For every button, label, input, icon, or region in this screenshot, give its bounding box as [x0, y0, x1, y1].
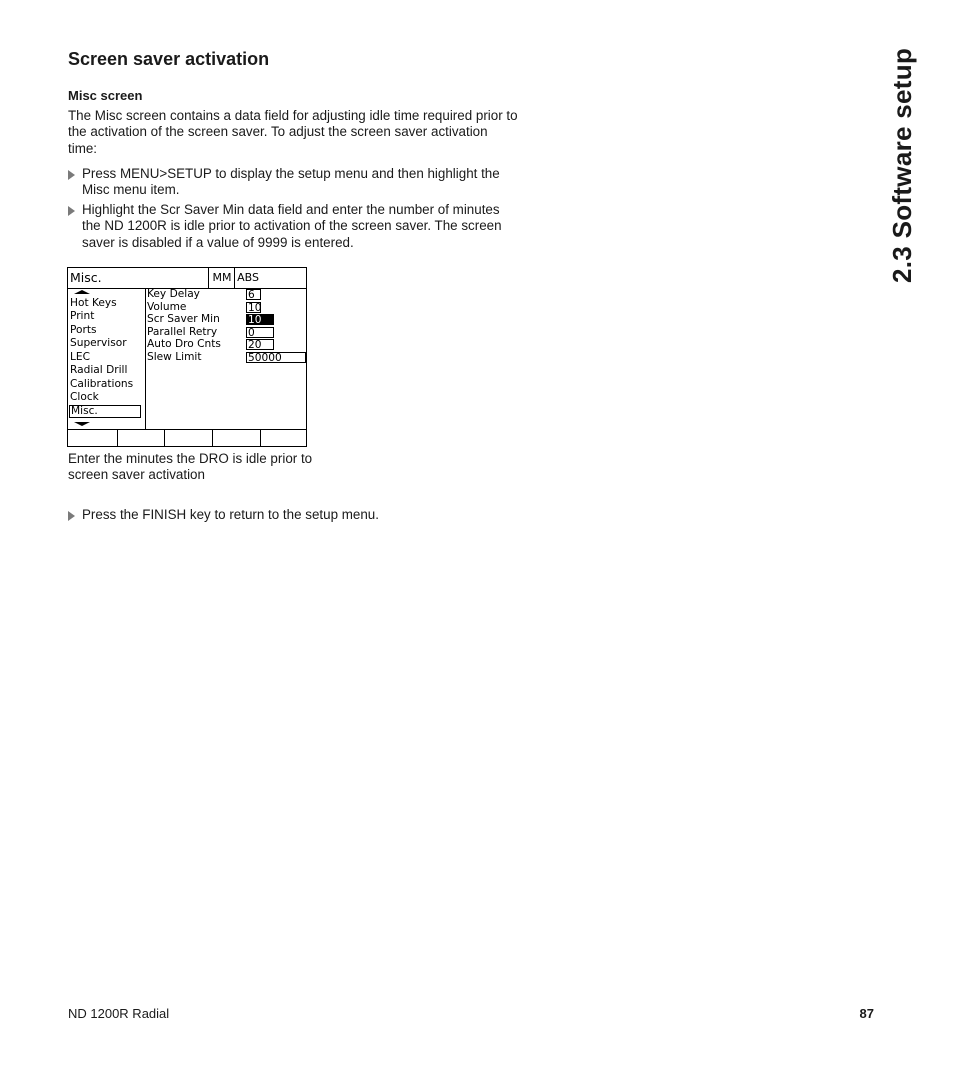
scroll-up-arrow-icon — [74, 290, 90, 294]
subsection-heading: Misc screen — [68, 88, 143, 103]
dro-unit-indicator: MM — [208, 268, 235, 288]
dro-title-bar — [68, 268, 306, 289]
menu-item-radial-drill: Radial Drill — [70, 364, 128, 376]
softkey-divider — [117, 430, 118, 446]
step-3 — [68, 507, 518, 523]
field-value-auto-dro-cnts: 20 — [246, 339, 274, 350]
field-label-slew-limit: Slew Limit — [147, 351, 202, 363]
section-heading: Screen saver activation — [68, 49, 270, 69]
step-3-text: Press the FINISH key to return to the setup menu. — [82, 507, 379, 522]
menu-item-hot-keys: Hot Keys — [70, 297, 117, 309]
field-label-scr-saver-min: Scr Saver Min — [147, 313, 220, 326]
bullet-triangle-icon — [68, 206, 75, 216]
field-label-auto-dro-cnts: Auto Dro Cnts — [147, 338, 221, 351]
field-label-volume: Volume — [147, 300, 187, 313]
side-chapter-title-text: 2.3 Software setup — [887, 47, 917, 283]
bullet-triangle-icon — [68, 170, 75, 180]
field-value-slew-limit: 50000 — [246, 352, 306, 363]
softkey-divider — [164, 430, 165, 446]
menu-item-clock: Clock — [70, 391, 99, 403]
dro-mode-indicator: ABS — [234, 268, 261, 288]
dro-screen — [67, 267, 307, 447]
step-1 — [68, 166, 518, 199]
dro-softkey-bar — [68, 429, 306, 446]
intro-paragraph: The Misc screen contains a data field for adjusting idle time required prior to the activation of the screen saver. To adjust the screen saver activation time: — [68, 108, 518, 156]
menu-item-ports: Ports — [70, 324, 97, 336]
field-label-key-delay: Key Delay — [147, 288, 200, 300]
dro-menu-list — [68, 288, 146, 429]
menu-item-calibrations: Calibrations — [70, 378, 134, 390]
step-1-text: Press MENU>SETUP to display the setup menu and then highlight the Misc menu item. — [82, 166, 500, 198]
menu-item-supervisor: Supervisor — [70, 337, 127, 349]
footer-page-number: 87 — [859, 1006, 874, 1021]
footer-product-name: ND 1200R Radial — [68, 1006, 170, 1021]
softkey-divider — [260, 430, 261, 446]
field-value-scr-saver-min-highlighted: 10 — [246, 314, 274, 325]
field-label-parallel-retry: Parallel Retry — [147, 325, 218, 338]
step-2-text: Highlight the Scr Saver Min data field and enter the number of minutes the ND 1200R is idle prior to activation of the screen saver. The screen saver is disabled if a value of 9999 is entered. — [82, 202, 502, 250]
bullet-triangle-icon — [68, 511, 75, 521]
menu-item-print: Print — [70, 310, 95, 322]
menu-item-misc-selected: Misc. — [69, 405, 141, 418]
softkey-divider — [212, 430, 213, 446]
scroll-down-arrow-icon — [74, 422, 90, 426]
menu-item-lec: LEC — [70, 351, 90, 363]
step-2 — [68, 202, 518, 251]
field-value-parallel-retry: 0 — [246, 327, 274, 338]
field-value-volume: 10 — [248, 301, 262, 314]
figure-caption: Enter the minutes the DRO is idle prior to screen saver activation — [68, 451, 313, 483]
dro-screen-title: Misc. — [70, 270, 102, 285]
field-value-key-delay: 6 — [246, 289, 261, 300]
